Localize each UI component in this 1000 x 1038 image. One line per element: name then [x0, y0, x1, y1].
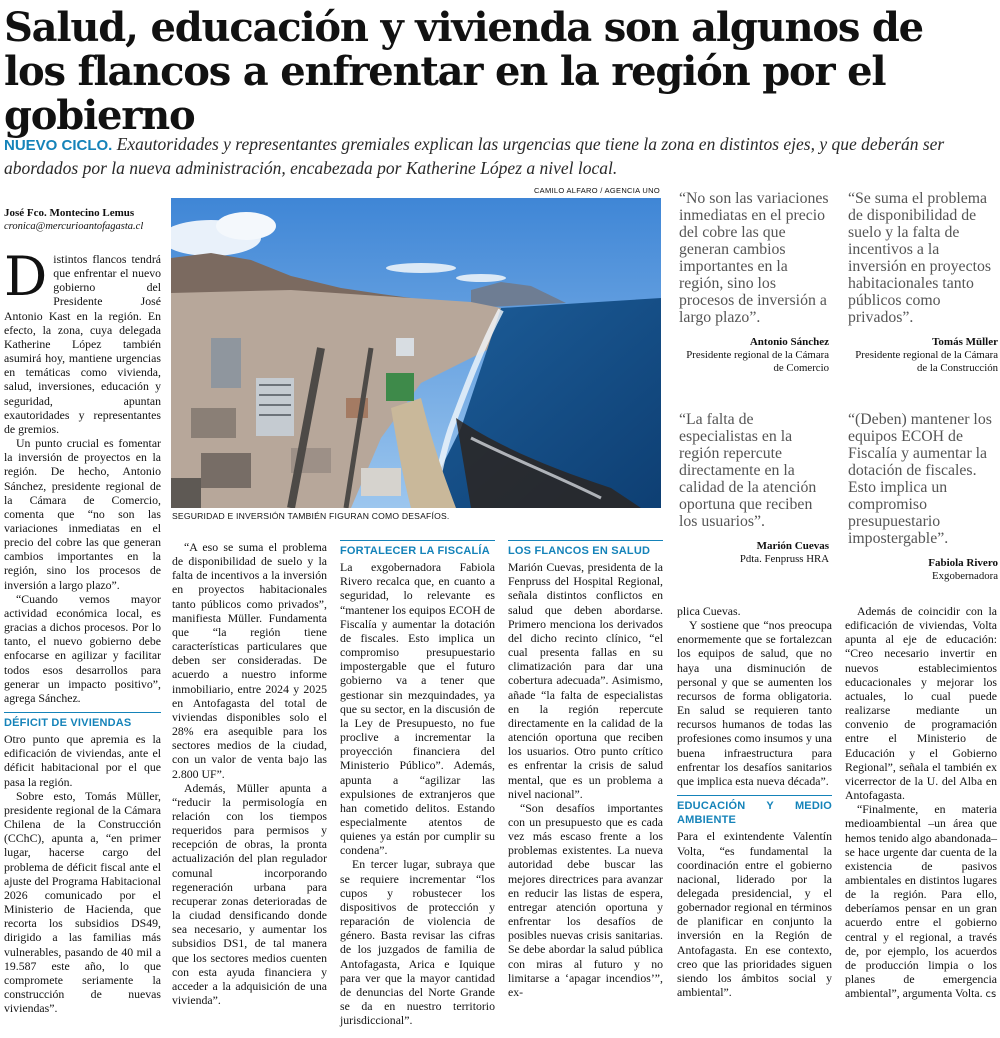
- quote-role: Pdta. Fenpruss HRA: [739, 553, 829, 565]
- paragraph: Marión Cuevas, presidenta de la Fenpruss del Hospital Regional, señala distintos conflictos en salud que deben abordarse. Primero menciona los derivados del dicho recinto clínico, “el cual presenta fallas en su climatización para dar una cobertura adecuada”. Asimismo, añade “la falta de especialistas en la región repercute directamente en la calidad de la atención oportuna que reciben los usuarios. Otro punto crítico es enfrentar la crisis de salud mental, que es un problema a nivel nacional”.: [508, 560, 663, 801]
- paragraph-text: istintos flancos tendrá que enfrentar el nuevo gobierno del Presidente José Antonio Kast en la región. En efecto, la zona, cuya delegada Katherine López también asumirá hoy, mantiene urgencias en temáticas como vivienda, salud, inversiones, educación y seguridad, apuntan exautoridades y representantes de gremios.: [4, 252, 161, 436]
- paragraph: “A eso se suma el problema de disponibilidad de suelo y la falta de incentivos a la inversión en proyectos habitacionales tanto públicos como privados”, manifiesta Müller. Fundamenta que “la región tiene características particulares que deben ser consideradas. De acuerdo a nuestro informe inmobiliario, entre 2024 y 2025 en Antofagasta del total de viviendas disponibles solo el 28% era asequible para los sectores medios de la ciudad, con un valor de venta bajo las 2.800 UF”.: [172, 540, 327, 781]
- photo-credit: CAMILO ALFARO / AGENCIA UNO: [533, 186, 660, 195]
- quote-text: “Se suma el problema de disponibilidad de suelo y la falta de incentivos a la inversión en proyectos habitacionales tanto públicos como privados”.: [848, 190, 992, 326]
- paragraph: Para el exintendente Valentín Volta, “es fundamental la coordinación entre el gobierno nacional, liderado por la delegada presidencial, y el gobernador regional en términos de planificar en conjunto la inversión en la Región de Antofagasta. En ese contexto, creo que las prioridades siguen siendo los ámbitos social y ambiental”.: [677, 829, 832, 1000]
- quote-role: Exgobernadora: [932, 570, 998, 582]
- headline: [4, 6, 996, 138]
- city-coast-photo: [171, 198, 661, 508]
- paragraph: Y sostiene que “nos preocupa enormemente que se fortalezcan los equipos de salud, que no haya una disminución de personal y que se aumenten los recursos de forma obligatoria. En salud se requieren tanto recursos humanos de todas las profesiones como insumos y una buena infraestructura para enfrentar los desafíos sanitarios que implica esta nueva década”.: [677, 618, 832, 788]
- section-heading: LOS FLANCOS EN SALUD: [508, 540, 663, 558]
- kicker-text: Exautoridades y representantes gremiales explican las urgencias que tiene la zona en distintos ejes, y que deberán ser abordados por la nueva administración, encabezada por Katherine López a nivel local.: [4, 134, 945, 178]
- kicker: [4, 133, 996, 179]
- paragraph: “Cuando vemos mayor actividad económica local, es gracias a dichos procesos. Por lo tanto, el nuevo gobierno debe enfocarse en agilizar y facilitar todos esos desarrollos para generar un impacto positivo”, agrega Sánchez.: [4, 591, 161, 705]
- paragraph: Otro punto que apremia es la edificación de viviendas, ante el déficit habitacional por el que pasa la región.: [4, 732, 161, 789]
- headline-text: Salud, educación y vivienda son algunos de los flancos a enfrentar en la región por el gobierno: [4, 4, 923, 139]
- byline: [4, 206, 164, 234]
- author-name: José Fco. Montecino Lemus: [4, 207, 135, 219]
- pull-quote-muller: [848, 190, 998, 375]
- paragraph-text: “Finalmente, en materia medioambiental –un área que hemos tenido algo abandonada– se hace urgente dar cuenta de la existencia de pasivos ambientales en distintos lugares de la región. Para ello, deberíamos pensar en un gran acuerdo entre el gobierno central y el regional, a través de, por ejemplo, los acuerdos de producción limpia o los planes de emergencia ambiental”, argumenta Volta.: [845, 802, 997, 1001]
- pull-quote-sanchez: [679, 190, 829, 375]
- section-heading: FORTALECER LA FISCALÍA: [340, 540, 495, 558]
- paragraph: Un punto crucial es fomentar la inversión de proyectos en la región. De hecho, Antonio Sánchez, presidente regional de la Cámara de Comercio, comenta que “no son las variaciones inmediatas en el precio del cobre las que generan cambios importantes en la región, sino los procesos de inversión a largo plazo”.: [4, 436, 161, 592]
- article-column-3: [340, 540, 495, 1027]
- quote-author: Antonio Sánchez: [749, 336, 829, 348]
- pull-quote-rivero: [848, 411, 998, 583]
- article-column-2: [172, 540, 327, 1007]
- quote-role: Presidente regional de la Cámara de la Construcción: [855, 349, 998, 374]
- article-column-5: [677, 604, 832, 999]
- section-heading: DÉFICIT DE VIVIENDAS: [4, 712, 161, 730]
- article-column-4: [508, 540, 663, 999]
- kicker-tag: NUEVO CICLO.: [4, 137, 113, 154]
- paragraph: Sobre esto, Tomás Müller, presidente regional de la Cámara Chilena de la Construcción (CChC), apunta a, “en primer lugar, hacerse cargo del problema de déficit fiscal ante el ajuste del Programa Habitacional 2026 comunicado por el Ministerio de Hacienda, que recorta los subsidios DS49, dirigido a las familias más vulnerables, pasando de 40 mil a 19.587 este año, lo que compromete seriamente la construcción de nuevas viviendas”.: [4, 788, 161, 1016]
- paragraph: plica Cuevas.: [677, 604, 741, 618]
- paragraph: En tercer lugar, subraya que se requiere incrementar “los cupos y robustecer los dispositivos de protección y reparación de violencia de género. Basta revisar las cifras de los juzgados de familia de Antofagasta, Arica e Iquique para ver que la mayor cantidad de denuncias del Norte Grande se da en nuestro territorio jurisdiccional”.: [340, 857, 495, 1028]
- paragraph: [845, 802, 997, 1002]
- quote-author: Fabiola Rivero: [928, 557, 998, 569]
- section-heading: EDUCACIÓN Y MEDIO AMBIENTE: [677, 795, 832, 827]
- quote-text: “La falta de especialistas en la región repercute directamente en la calidad de la atención oportuna que reciben los usuarios”.: [679, 411, 817, 530]
- quote-role: Presidente regional de la Cámara de Comercio: [686, 349, 829, 374]
- paragraph: [4, 245, 161, 436]
- quote-author: Marión Cuevas: [756, 540, 829, 552]
- author-email: cronica@mercurioantofagasta.cl: [4, 221, 144, 232]
- photo-illustration: [171, 198, 661, 508]
- drop-cap: D: [4, 245, 48, 308]
- paragraph: Además, Müller apunta a “reducir la permisología en relación con los tiempos requeridos para permisos y recepción de obras, la pronta actualización del plan regulador comunal incorporando regeneración urbana para recuperar zonas deterioradas de la ciudad densificando donde sea necesario, y aumentar los subsidios DS1, de tal manera que los sectores medios cuenten con esta ayuda financiera y acceder a la adquisición de una vivienda”.: [172, 780, 327, 1007]
- article-column-1: [4, 245, 161, 1016]
- article-column-6: [845, 604, 997, 1002]
- paragraph: “Son desafíos importantes con un presupuesto que es cada vez más escaso frente a los problemas existentes. La nueva autoridad debe buscar las mejores directrices para avanzar en reducir las listas de espera, entregar atención oportuna y enfrentar los desafíos de posibles nuevas crisis sanitarias. Se debe abordar la salud pública con miras al futuro y no limitarse a ‘apagar incendios’”, ex-: [508, 800, 663, 999]
- end-mark: cs: [985, 989, 997, 1001]
- paragraph: Además de coincidir con la edificación de viviendas, Volta apunta al eje de educación: “Creo necesario invertir en nuevos establecimientos educacionales y mejorar los actuales, lo cual puede realizarse mediante un convenio de programación entre el Ministerio de Educación y el Gobierno Regional”, señala el también ex vicerrector de la U. del Alba en Antofagasta.: [845, 604, 997, 803]
- quote-author: Tomás Müller: [932, 336, 998, 348]
- pull-quote-cuevas: [679, 411, 829, 566]
- quote-text: “(Deben) mantener los equipos ECOH de Fiscalía y aumentar la dotación de fiscales. Esto implica un compromiso presupuestario impostergable”.: [848, 411, 992, 547]
- quote-text: “No son las variaciones inmediatas en el precio del cobre las que generan cambios importantes en la región, sino los procesos de inversión a largo plazo”.: [679, 190, 829, 326]
- photo-caption: SEGURIDAD E INVERSIÓN TAMBIÉN FIGURAN COMO DESAFÍOS.: [172, 511, 450, 521]
- paragraph: La exgobernadora Fabiola Rivero recalca que, en cuanto a seguridad, lo relevante es “mantener los equipos ECOH de Fiscalía y aumentar la dotación de fiscales. Esto implica un compromiso presupuestario impostergable que el futuro gobierno va a tener que gestionar sin mezquindades, ya que su sector, en la discusión de la Ley de Presupuesto, no fue proclive a incrementar la proyección financiera del Ministerio Público”. Además, apunta a “agilizar las expulsiones de extranjeros que han cometido delitos. Estando especialmente atentos de quienes ya están por cumplir su condena”.: [340, 560, 495, 858]
